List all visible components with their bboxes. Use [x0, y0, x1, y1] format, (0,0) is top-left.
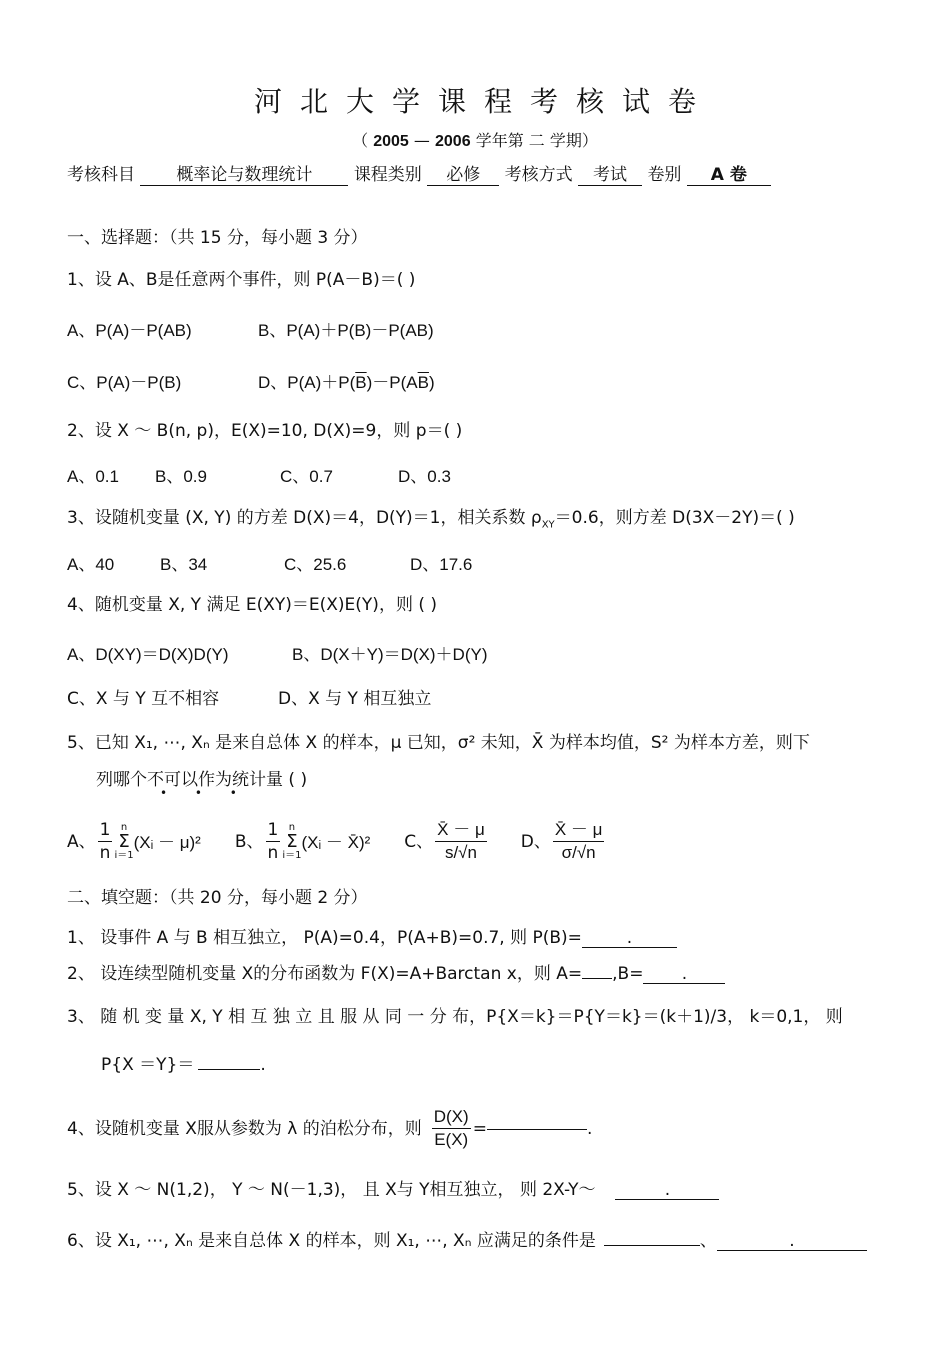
exam-info-row — [67, 167, 771, 186]
q5-options — [67, 818, 606, 866]
q1-d-mid: )－P(A — [366, 373, 418, 392]
fill-q1-text: 1、 设事件 A 与 B 相互独立， P(A)=0.4，P(A+B)=0.7, 则 P(B)= — [67, 928, 582, 948]
fill-q5 — [67, 1182, 719, 1200]
q3-stem-a: 3、设随机变量 (X, Y) 的方差 D(X)＝4，D(Y)＝1，相关系数 ρ — [67, 508, 542, 528]
q4-stem: 4、随机变量 X, Y 满足 E(XY)＝E(X)E(Y)，则 ( ) — [67, 595, 438, 615]
fill-q1-blank: . — [582, 930, 677, 948]
q1-d-bar2: $\overline{B}$ — [417, 373, 429, 392]
year-dash: — — [413, 131, 430, 150]
subject-label: 考核科目 — [67, 165, 135, 185]
section2-heading: 二、填空题：（共 20 分，每小题 2 分） — [67, 888, 368, 908]
type-label: 课程类别 — [353, 165, 422, 185]
q3-stem — [67, 510, 795, 530]
q3-option-d: D、17.6 — [410, 555, 473, 574]
q2-option-d: D、0.3 — [398, 467, 451, 486]
fill-q4-eq: = — [472, 1118, 487, 1139]
q1-d-prefix: D、P(A)＋P( — [258, 373, 356, 392]
q4-option-b: B、D(X＋Y)＝D(X)＋D(Y) — [292, 645, 488, 664]
q3-stem-sub: XY — [541, 519, 555, 531]
q1-option-a: A、P(A)－P(AB) — [67, 321, 192, 340]
q3-option-b: B、34 — [160, 555, 208, 574]
q2-option-c: C、0.7 — [280, 467, 333, 486]
q1-option-d — [258, 374, 435, 391]
fill-q3-blank — [198, 1069, 260, 1070]
q5-option-a-label: A、 — [67, 831, 96, 852]
q3-option-c: C、25.6 — [284, 555, 347, 574]
q5-option-d-label: D、 — [520, 831, 551, 852]
fill-q3-line2 — [101, 1057, 266, 1074]
q1-d-bar1: $\overline{B}$ — [355, 373, 367, 392]
fill-q6-sep: 、 — [699, 1231, 717, 1251]
fill-q4 — [67, 1104, 592, 1154]
q1-option-c: C、P(A)－P(B) — [67, 373, 182, 392]
fill-q2 — [67, 966, 725, 984]
year-open: （ — [352, 131, 369, 150]
q3-option-a: A、40 — [67, 555, 115, 574]
subject-value: 概率论与数理统计 — [140, 167, 348, 186]
q5-c-fraction: $\frac{X̄ - \mu}{s/√n}$ — [437, 820, 485, 862]
fill-q4-blank — [487, 1129, 587, 1130]
exam-title: 河北大学课程考核试卷 — [253, 85, 714, 118]
q4-option-c: C、X 与 Y 互不相容 — [67, 689, 220, 709]
year-rest: 学年第 二 学期） — [475, 131, 598, 150]
fill-q4-end: . — [586, 1118, 593, 1139]
q5-b-fraction: $\frac{1}{n}$ — [267, 820, 279, 863]
section1-heading: 一、选择题：（共 15 分，每小题 3 分） — [67, 228, 368, 248]
q2-stem: 2、设 X ～ B(n, p)，E(X)=10, D(X)=9，则 p＝( ) — [67, 421, 463, 441]
q1-stem: 1、设 A、B是任意两个事件，则 P(A－B)＝( ) — [67, 270, 416, 290]
fill-q2-blank-b: . — [643, 966, 725, 984]
q5-b-sum: n Σ i＝1 — [282, 822, 302, 861]
fill-q6-blank-b: . — [717, 1233, 867, 1251]
method-value: 考试 — [578, 167, 642, 186]
q5-stem-line2: 列哪个不可以作为统计量 ( ) — [96, 770, 308, 790]
fill-q2-mid: ,B= — [612, 964, 644, 984]
q5-d-fraction: $\frac{X̄ - \mu}{\sigma/√n}$ — [554, 820, 603, 862]
fill-q2-blank-a — [582, 978, 612, 979]
q5-a-fraction: $\frac{1}{n}$ — [99, 820, 111, 863]
fill-q5-blank: . — [615, 1182, 719, 1200]
fill-q1 — [67, 930, 677, 948]
fill-q3-text: P{X ＝Y}＝ — [101, 1055, 195, 1075]
method-label: 考核方式 — [504, 165, 573, 185]
fill-q2-text: 2、 设连续型随机变量 X的分布函数为 F(X)=A+Barctan x，则 A= — [67, 964, 583, 984]
q5-stem-line1: 5、已知 X₁, ⋯, Xₙ 是来自总体 X 的样本，μ 已知，σ² 未知，X̄ 为样本均值，S² 为样本方差，则下 — [67, 733, 810, 753]
q5-option-a-expr: (Xᵢ － μ)² — [133, 832, 201, 852]
emphasis-dots: • • • — [160, 786, 249, 800]
year-to: 2006 — [435, 133, 471, 150]
fill-q6-text: 6、设 X₁, ⋯, Xₙ 是来自总体 X 的样本，则 X₁, ⋯, Xₙ 应满足的条件是 — [67, 1231, 596, 1251]
q5-a-sum: n Σ i＝1 — [114, 822, 134, 861]
q2-option-b: B、0.9 — [155, 467, 207, 486]
fill-q4-text: 4、设随机变量 X服从参数为 λ 的泊松分布，则 — [67, 1118, 422, 1139]
q2-option-a: A、0.1 — [67, 467, 119, 486]
q4-option-d: D、X 与 Y 相互独立 — [278, 689, 432, 709]
q5-option-c-label: C、 — [404, 831, 434, 852]
fill-q4-fraction: $\frac{D(X)}{E(X)}$ — [433, 1107, 469, 1149]
fill-q3-line1: 3、 随 机 变 量 X, Y 相 互 独 立 且 服 从 同 一 分 布，P{X＝k}＝P{Y＝k}＝(k＋1)/3， k＝0,1， 则 — [67, 1007, 843, 1027]
type-value: 必修 — [427, 167, 499, 186]
paper-value: A 卷 — [687, 167, 771, 186]
fill-q6 — [67, 1233, 867, 1251]
academic-year — [0, 128, 950, 151]
fill-q3-end: . — [260, 1055, 266, 1075]
q3-stem-b: ＝0.6，则方差 D(3X－2Y)＝( ) — [554, 508, 795, 528]
paper-label: 卷别 — [647, 165, 682, 185]
fill-q6-blank-a — [604, 1245, 700, 1246]
year-from: 2005 — [373, 133, 409, 150]
q5-option-b-expr: (Xᵢ － X̄)² — [301, 832, 371, 852]
fill-q5-text: 5、设 X ～ N(1,2)， Y ～ N(－1,3)， 且 X与 Y相互独立， 则 2X-Y～ — [67, 1180, 596, 1200]
q5-option-b-label: B、 — [234, 831, 264, 852]
q1-option-b: B、P(A)＋P(B)－P(AB) — [258, 321, 434, 340]
q4-option-a: A、D(XY)＝D(X)D(Y) — [67, 645, 229, 664]
q1-d-suffix: ) — [428, 373, 435, 392]
